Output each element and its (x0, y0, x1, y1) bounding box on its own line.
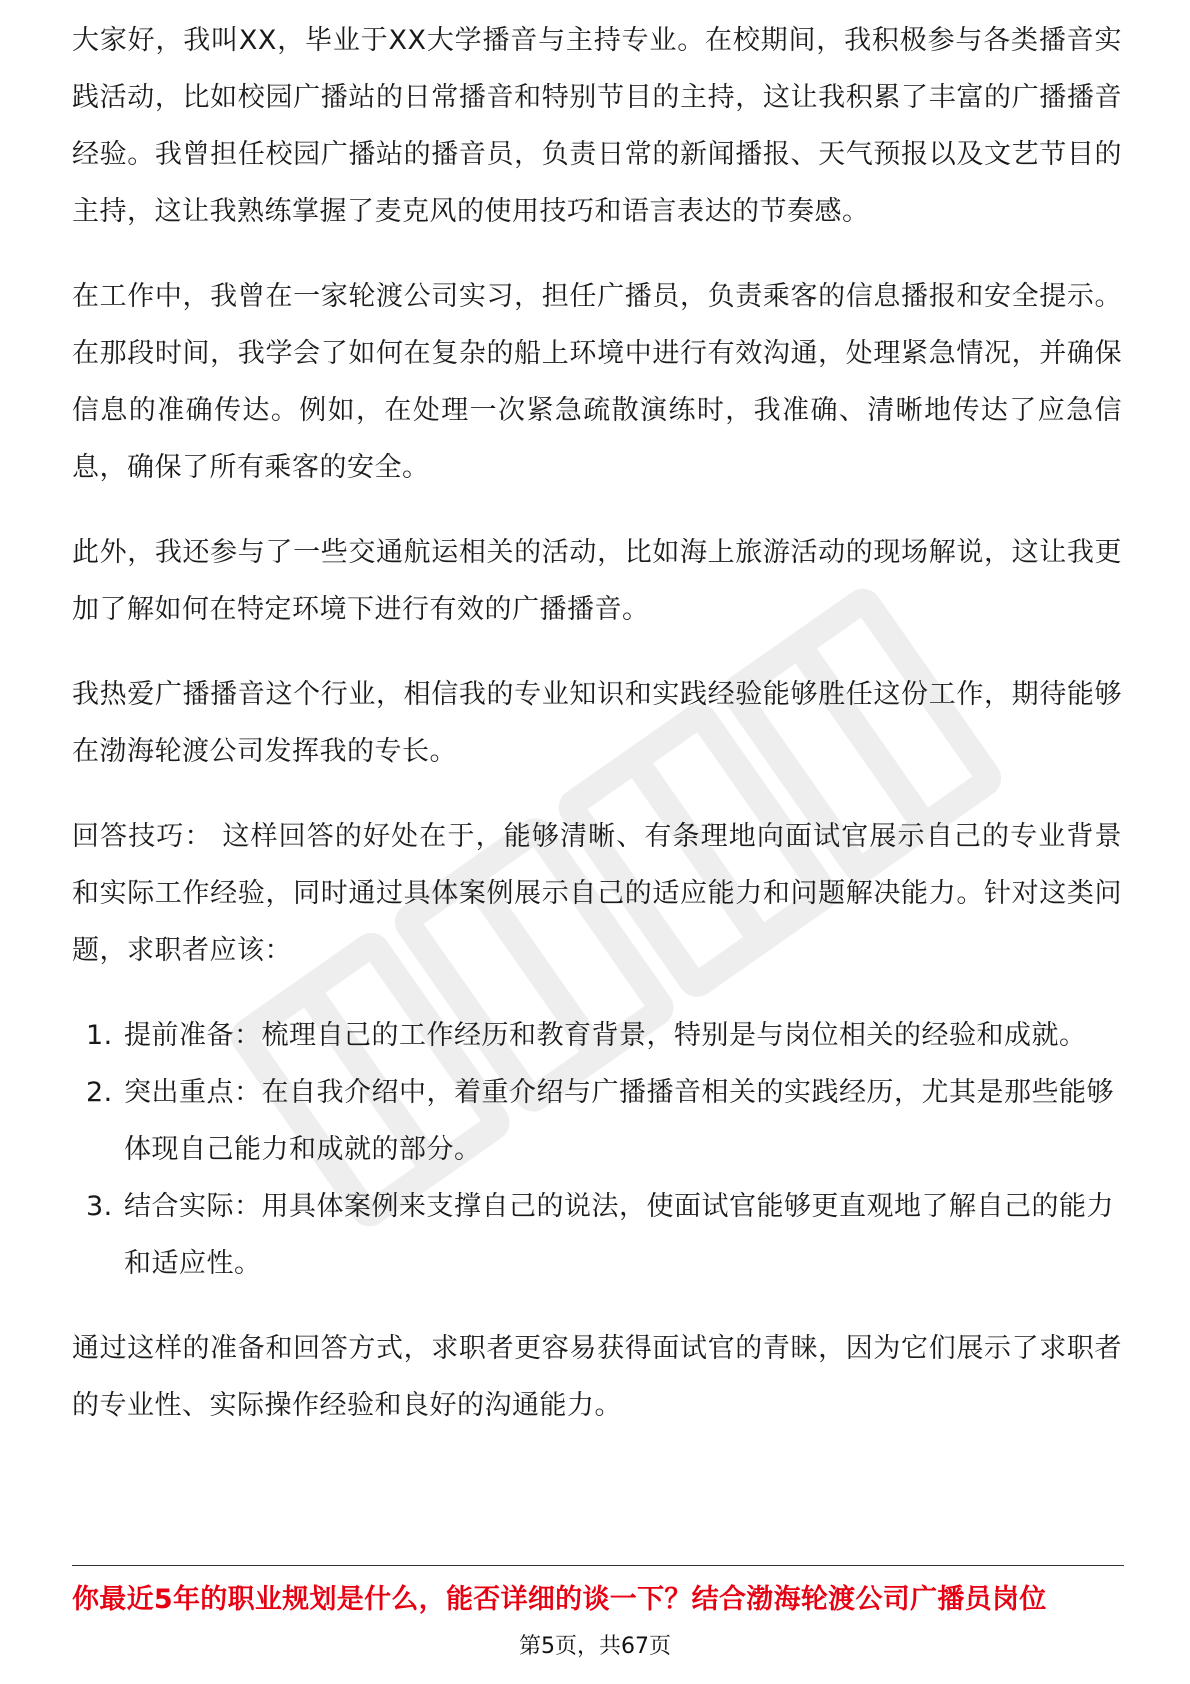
list-number: 2. (86, 1077, 113, 1108)
paragraph-intro: 大家好，我叫XX，毕业于XX大学播音与主持专业。在校期间，我积极参与各类播音实践活动，比如校园广播站的日常播音和特别节目的主持，这让我积累了丰富的广播播音经验。我曾担任校园广播站的播音员，负责日常的新闻播报、天气预报以及文艺节目的主持，这让我熟练掌握了麦克风的使用技巧和语言表达的节奏感。 (72, 25, 1122, 227)
list-number: 3. (86, 1191, 113, 1222)
paragraph-activities: 此外，我还参与了一些交通航运相关的活动，比如海上旅游活动的现场解说，这让我更加了解如何在特定环境下进行有效的广播播音。 (72, 537, 1122, 625)
paragraph-answer-tips: 回答技巧： 这样回答的好处在于，能够清晰、有条理地向面试官展示自己的专业背景和实际工作经验，同时通过具体案例展示自己的适应能力和问题解决能力。针对这类问题，求职者应该： (72, 821, 1122, 966)
list-item-text: 提前准备：梳理自己的工作经历和教育背景，特别是与岗位相关的经验和成就。 (124, 1020, 1087, 1051)
list-item-text: 结合实际：用具体案例来支撑自己的说法，使面试官能够更直观地了解自己的能力和适应性。 (124, 1191, 1114, 1279)
list-item-text: 突出重点：在自我介绍中，着重介绍与广播播音相关的实践经历，尤其是那些能够体现自己能力和成就的部分。 (124, 1077, 1114, 1165)
section-divider (72, 1565, 1124, 1566)
paragraph-work-experience: 在工作中，我曾在一家轮渡公司实习，担任广播员，负责乘客的信息播报和安全提示。在那段时间，我学会了如何在复杂的船上环境中进行有效沟通，处理紧急情况，并确保信息的准确传达。例如，在处理一次紧急疏散演练时，我准确、清晰地传达了应急信息，确保了所有乘客的安全。 (72, 281, 1122, 483)
list-item (72, 1064, 1122, 1178)
next-question-heading: 你最近5年的职业规划是什么，能否详细的谈一下？结合渤海轮渡公司广播员岗位 (72, 1584, 1047, 1615)
paragraph-closing: 我热爱广播播音这个行业，相信我的专业知识和实践经验能够胜任这份工作，期待能够在渤海轮渡公司发挥我的专长。 (72, 679, 1122, 767)
tips-list (72, 1007, 1122, 1292)
list-item (72, 1178, 1122, 1292)
paragraph-summary: 通过这样的准备和回答方式，求职者更容易获得面试官的青睐，因为它们展示了求职者的专业性、实际操作经验和良好的沟通能力。 (72, 1333, 1122, 1421)
page-footer: 第5页，共67页 (519, 1634, 671, 1659)
list-item (72, 1007, 1122, 1064)
list-number: 1. (86, 1020, 113, 1051)
document-body (72, 12, 1122, 1462)
